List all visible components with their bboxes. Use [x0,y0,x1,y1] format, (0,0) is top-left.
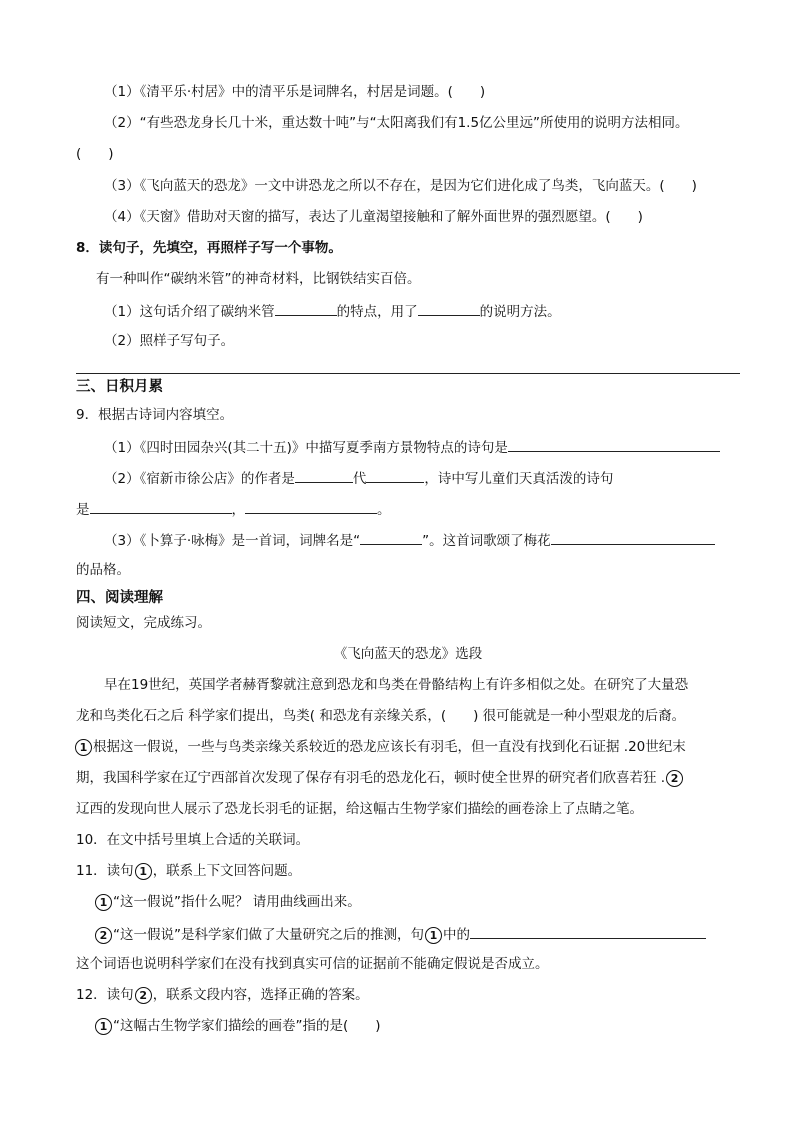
passage-line-2: 龙和鸟类化石之后 科学家们提出，鸟类( 和恐龙有亲缘关系，( ) 很可能就是一种小型艰龙的后裔。 [76,708,686,724]
passage-line-4-text: 期，我国科学家在辽宁西部首次发现了保存有羽毛的恐龙化石，顿时使全世界的研究者们欣喜若狂 . [76,770,666,786]
q7-item-2-paren: ( ) [76,146,114,162]
q11-title [76,862,301,880]
q9-item-1-text: （1）《四时田园杂兴(其二十五)》中描写夏季南方景物特点的诗句是 [104,440,508,456]
q9-item-3-text-a: （3）《卜算子·咏梅》是一首词，词牌名是“ [104,533,361,549]
answer-blank[interactable] [418,301,480,316]
q12-title [76,986,369,1004]
q8-sub2: （2）照样子写句子。 [104,333,235,349]
q8-sub1-text-c: 的说明方法。 [479,304,561,320]
q12-item-1 [94,1017,381,1035]
q9-title: 9．根据古诗词内容填空。 [76,407,234,423]
answer-line [76,373,740,374]
q9-item-3 [104,530,715,550]
q9-item-2 [104,468,613,488]
q12-title-text-b: ，联系文段内容，选择正确的答案。 [152,987,369,1003]
passage-line-5: 辽西的发现向世人展示了恐龙长羽毛的证据，给这幅古生物学家们描绘的画卷涂上了点睛之笔。 [76,801,643,817]
answer-blank[interactable] [551,530,715,545]
q9-item-3-text-b: ”。这首词歌颂了梅花 [422,533,551,549]
circled-number-1: 1 [135,863,152,880]
q11-item-2 [94,924,706,944]
answer-blank[interactable] [470,924,706,939]
passage-line-3-text: 根据这一假说，一些与鸟类亲缘关系较近的恐龙应该长有羽毛，但一直没有找到化石证据 .20世纪末 [93,739,686,755]
q7-item-3: （3）《飞向蓝天的恐龙》一文中讲恐龙之所以不存在，是因为它们进化成了鸟类，飞向蓝天。( ) [104,178,697,194]
q8-sub1-text-b: 的特点，用了 [336,304,418,320]
q10-title: 10．在文中括号里填上合适的关联词。 [76,832,310,848]
answer-blank[interactable] [245,499,377,514]
q8-title: 8．读句子，先填空，再照样子写一个事物。 [76,240,342,256]
section-4-heading: 四、阅读理解 [76,590,163,606]
passage-line-1: 早在19世纪，英国学者赫胥黎就注意到恐龙和鸟类在骨骼结构上有许多相似之处。在研究了大量恐 [104,677,689,693]
circled-number-1: 1 [75,739,92,756]
q7-item-4: （4）《天窗》借助对天窗的描写，表达了儿童渴望接触和了解外面世界的强烈愿望。( ) [104,209,643,225]
q11-title-text-b: ，联系上下文回答问题。 [152,863,302,879]
q11-item-2-cont: 这个词语也说明科学家们在没有找到真实可信的证据前不能确定假说是否成立。 [76,956,549,972]
q8-sub1-text-a: （1）这句话介绍了碳纳米管 [104,304,275,320]
q12-item-1-text: “这幅古生物学家们描绘的画卷”指的是( ) [113,1018,381,1034]
q11-item-1 [94,893,361,911]
answer-blank[interactable] [366,468,424,483]
reading-instruction: 阅读短文，完成练习。 [76,615,211,631]
circled-number-1: 1 [95,1018,112,1035]
answer-blank[interactable] [508,437,720,452]
q9-item-1 [104,437,720,457]
q9-item-2-text-a: （2）《宿新市徐公店》的作者是 [104,471,295,487]
q9-item-3-cont: 的品格。 [76,562,130,578]
answer-blank[interactable] [275,301,337,316]
q11-item-2-text-a: “这一假说”是科学家们做了大量研究之后的推测，句 [113,927,424,943]
q9-item-2-text-e: ， [231,502,245,518]
passage-line-3 [74,738,686,756]
circled-number-1: 1 [95,894,112,911]
q7-item-1: （1）《清平乐·村居》中的清平乐是词牌名，村居是词题。( ) [104,84,486,100]
q9-item-2-text-b: 代 [352,471,367,487]
q8-sentence: 有一种叫作“碳纳米管”的神奇材料，比钢铁结实百倍。 [96,271,421,287]
q9-item-2-text-c: ，诗中写儿童们天真活泼的诗句 [424,471,614,487]
answer-blank[interactable] [90,499,232,514]
answer-blank[interactable] [295,468,353,483]
q9-item-2-text-d: 是 [76,502,90,518]
answer-blank[interactable] [360,530,422,545]
circled-number-2: 2 [666,770,683,787]
circled-number-2: 2 [135,987,152,1004]
circled-number-2: 2 [95,927,112,944]
q9-item-2-cont [76,499,391,519]
q8-sub1 [104,301,561,321]
q9-item-2-text-f: 。 [377,502,391,518]
q11-item-2-text-b: 中的 [443,927,470,943]
q11-title-text-a: 11．读句 [76,863,134,879]
section-3-heading: 三、日积月累 [76,379,163,395]
q11-item-1-text: “这一假说”指什么呢？ 请用曲线画出来。 [113,894,361,910]
circled-number-1: 1 [425,927,442,944]
passage-title: 《飞向蓝天的恐龙》选段 [333,646,483,662]
q7-item-2: （2）“有些恐龙身长几十米，重达数十吨”与“太阳离我们有1.5亿公里远”所使用的说明方法相同。 [104,115,689,131]
passage-line-4 [76,769,684,787]
q12-title-text-a: 12．读句 [76,987,134,1003]
